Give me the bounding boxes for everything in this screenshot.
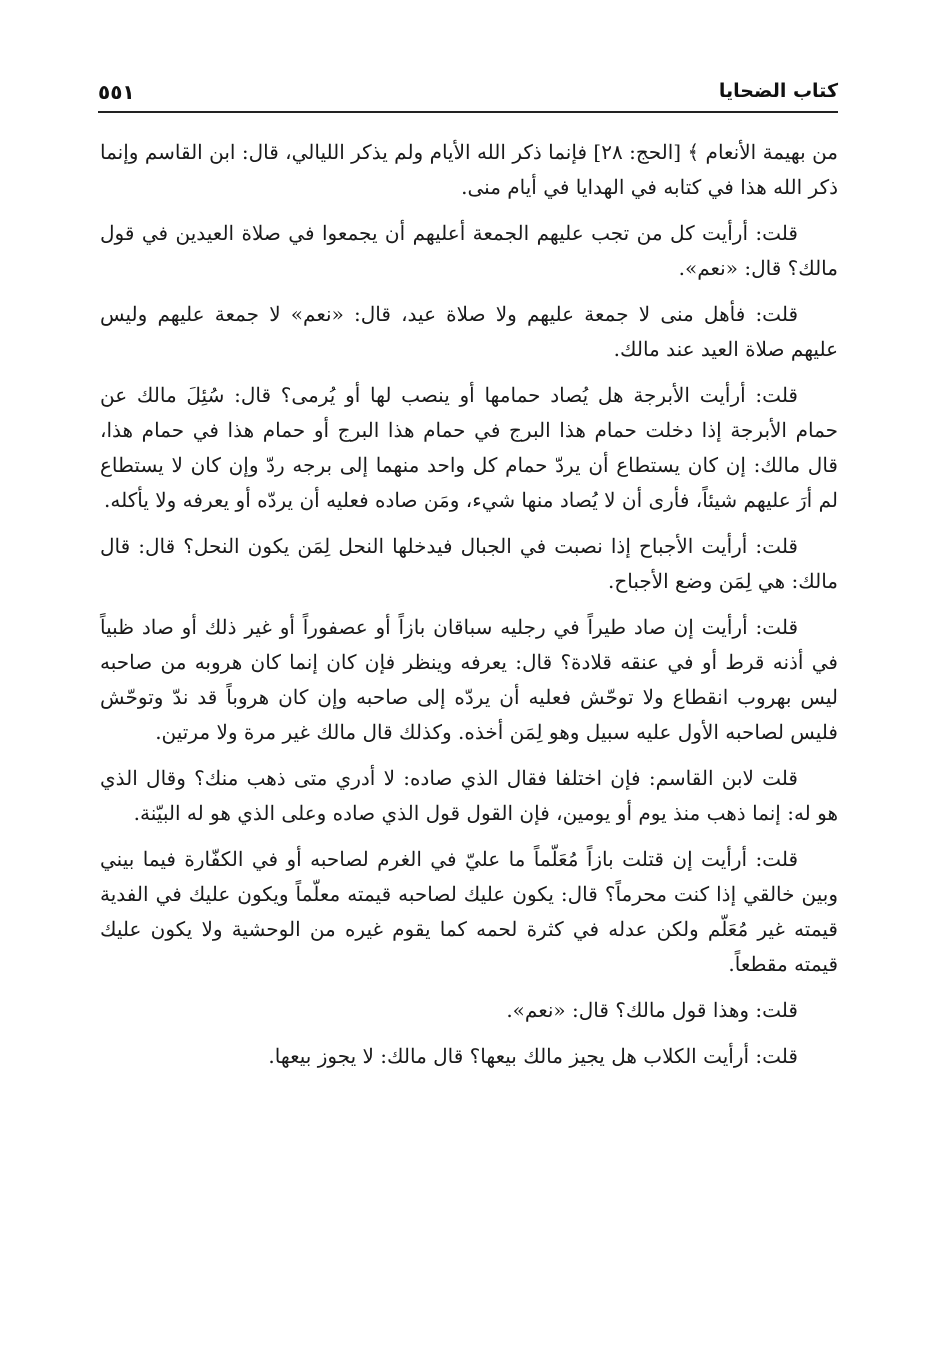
paragraph-dogs-sale: قلت: أرأيت الكلاب هل يجيز مالك بيعها؟ قال مالك: لا يجوز بيعها. xyxy=(268,1044,798,1068)
paragraph-dispute: قلت لابن القاسم: فإن اختلفا فقال الذي صاده: لا أدري متى ذهب منك؟ وقال الذي هو له: إنما ذهب منذ يوم أو يومين، فإن القول قول الذي صاده وعلى الذي هو له البيّنة. xyxy=(100,766,838,825)
paragraph-malik-opinion: قلت: وهذا قول مالك؟ قال: «نعم». xyxy=(506,998,798,1022)
main-text xyxy=(100,135,838,1085)
paragraph-eid-prayer: قلت: أرأيت كل من تجب عليهم الجمعة أعليهم أن يجمعوا في صلاة العيدين في قول مالك؟ قال: «نعم». xyxy=(100,221,838,280)
paragraph-continuation: من بهيمة الأنعام ﴾ [الحج: ٢٨] فإنما ذكر الله الأيام ولم يذكر الليالي، قال: ابن القاسم وإنما ذكر الله هذا في كتابه في الهدايا في أيام منى. xyxy=(100,140,839,199)
page-header xyxy=(98,78,838,114)
paragraph-trained-falcon: قلت: أرأيت إن قتلت بازاً مُعَلّماً ما عليّ في الغرم لصاحبه أو في الكفّارة فيما بيني وبين خالقي إذا كنت محرماً؟ قال: يكون عليك لصاحبه قيمته معلّماً ويكون عليك في الفدية قيمته غير مُعَلّم ولكن عدله في كثرة لحمه كما يقوم غيره من الوحشية ولا يكون عليك قيمته مقطعاً. xyxy=(100,847,838,976)
running-title: كتاب الضحايا xyxy=(718,80,838,102)
paragraph-beehives: قلت: أرأيت الأجباح إذا نصبت في الجبال فيدخلها النحل لِمَن يكون النحل؟ قال: قال مالك: هي لِمَن وضع الأجباح. xyxy=(100,534,838,593)
paragraph-mina: قلت: فأهل منى لا جمعة عليهم ولا صلاة عيد، قال: «نعم» لا جمعة عليهم وليس عليهم صلاة العيد عند مالك. xyxy=(100,302,838,361)
paragraph-tagged-game: قلت: أرأيت إن صاد طيراً في رجليه سباقان بازاً أو عصفوراً أو غير ذلك أو صاد ظبياً في أذنه قرط أو في عنقه قلادة؟ قال: يعرفه وينظر فإن كان إنما كان هروبه من صاحبه ليس بهروب انقطاع ولا توحّش فعليه أن يردّه إلى صاحبه وإن كان هروباً قد ندّ وتوحّش فليس لصاحبه الأول عليه سبيل وهو لِمَن أخذه. وكذلك قال مالك غير مرة ولا مرتين. xyxy=(100,615,838,744)
page-number: ٥٥١ xyxy=(98,80,135,104)
paragraph-pigeon-towers: قلت: أرأيت الأبرجة هل يُصاد حمامها أو ينصب لها أو يُرمى؟ قال: سُئِلَ مالك عن حمام الأبرجة إذا دخلت حمام هذا البرج في حمام هذا البرج أو حمام هذا في حمام هذا، قال مالك: إن كان يستطاع أن يردّ حمام كل واحد منهما إلى برجه ردّ وإن كان لا يستطاع لم أرَ عليهم شيئاً، فأرى أن لا يُصاد منها شيء، ومَن صاده فعليه أن يردّه أو يعرفه ولا يأكله. xyxy=(100,383,838,512)
header-rule xyxy=(98,111,838,113)
